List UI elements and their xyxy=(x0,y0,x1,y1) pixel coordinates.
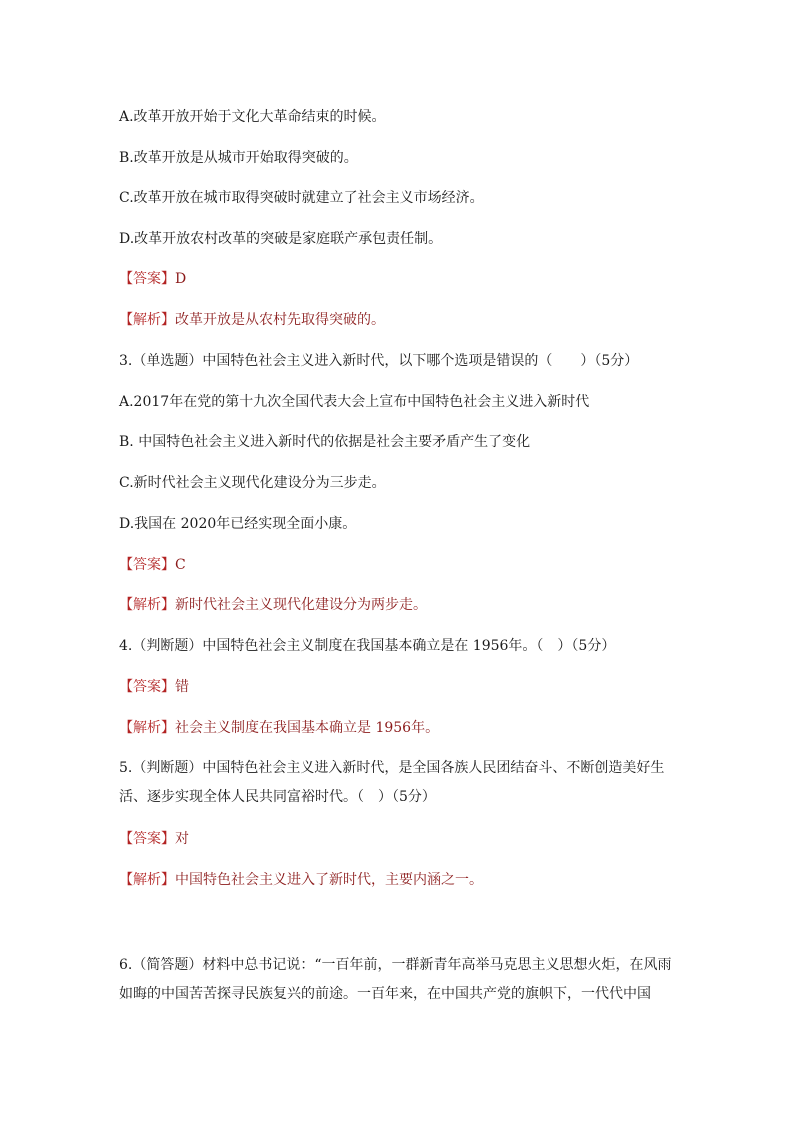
q2-option-c: C.改革开放在城市取得突破时就建立了社会主义市场经济。 xyxy=(119,190,484,206)
q2-answer xyxy=(119,269,186,289)
q3-option-b: B. 中国特色社会主义进入新时代的依据是社会主要矛盾产生了变化 xyxy=(119,434,531,450)
q3-option-a: A.2017年在党的第十九次全国代表大会上宣布中国特色社会主义进入新时代 xyxy=(119,394,590,410)
q5-answer xyxy=(119,829,189,849)
q4-analysis xyxy=(119,718,439,738)
answer-value: 错 xyxy=(175,679,189,695)
q2-option-d: D.改革开放农村改革的突破是家庭联产承包责任制。 xyxy=(119,231,443,247)
answer-label: 【答案】 xyxy=(119,679,175,695)
q5-analysis xyxy=(119,870,483,890)
q3-analysis xyxy=(119,595,427,615)
q3-option-d: D.我国在 2020年已经实现全面小康。 xyxy=(119,516,357,532)
q3-answer xyxy=(119,555,186,575)
q3-question: 3.（单选题）中国特色社会主义进入新时代，以下哪个选项是错误的（ ）（5分） xyxy=(119,353,639,369)
analysis-text: 社会主义制度在我国基本确立是 1956年。 xyxy=(175,720,440,736)
q2-analysis xyxy=(119,310,385,330)
analysis-text: 新时代社会主义现代化建设分为两步走。 xyxy=(175,597,427,613)
answer-label: 【答案】 xyxy=(119,271,175,287)
analysis-text: 中国特色社会主义进入了新时代，主要内涵之一。 xyxy=(175,872,483,888)
q2-option-a: A.改革开放开始于文化大革命结束的时候。 xyxy=(119,109,386,125)
analysis-text: 改革开放是从农村先取得突破的。 xyxy=(175,312,385,328)
answer-label: 【答案】 xyxy=(119,557,175,573)
q6-question: 6.（简答题）材料中总书记说：“一百年前，一群新青年高举马克思主义思想火炬，在风雨如晦的中国苦苦探寻民族复兴的前途。一百年来，在中国共产党的旗帜下，一代代中国 xyxy=(119,957,672,1002)
analysis-label: 【解析】 xyxy=(119,872,175,888)
answer-value: C xyxy=(175,557,186,573)
q5-question: 5.（判断题）中国特色社会主义进入新时代，是全国各族人民团结奋斗、不断创造美好生活、逐步实现全体人民共同富裕时代。（ ）（5分） xyxy=(119,760,665,805)
analysis-label: 【解析】 xyxy=(119,597,175,613)
q4-question: 4.（判断题）中国特色社会主义制度在我国基本确立是在 1956年。（ ）（5分） xyxy=(119,638,616,654)
answer-label: 【答案】 xyxy=(119,831,175,847)
analysis-label: 【解析】 xyxy=(119,720,175,736)
q3-option-c: C.新时代社会主义现代化建设分为三步走。 xyxy=(119,475,386,491)
analysis-label: 【解析】 xyxy=(119,312,175,328)
answer-value: 对 xyxy=(175,831,189,847)
q4-answer xyxy=(119,677,189,697)
answer-value: D xyxy=(175,271,187,287)
q2-option-b: B.改革开放是从城市开始取得突破的。 xyxy=(119,150,358,166)
